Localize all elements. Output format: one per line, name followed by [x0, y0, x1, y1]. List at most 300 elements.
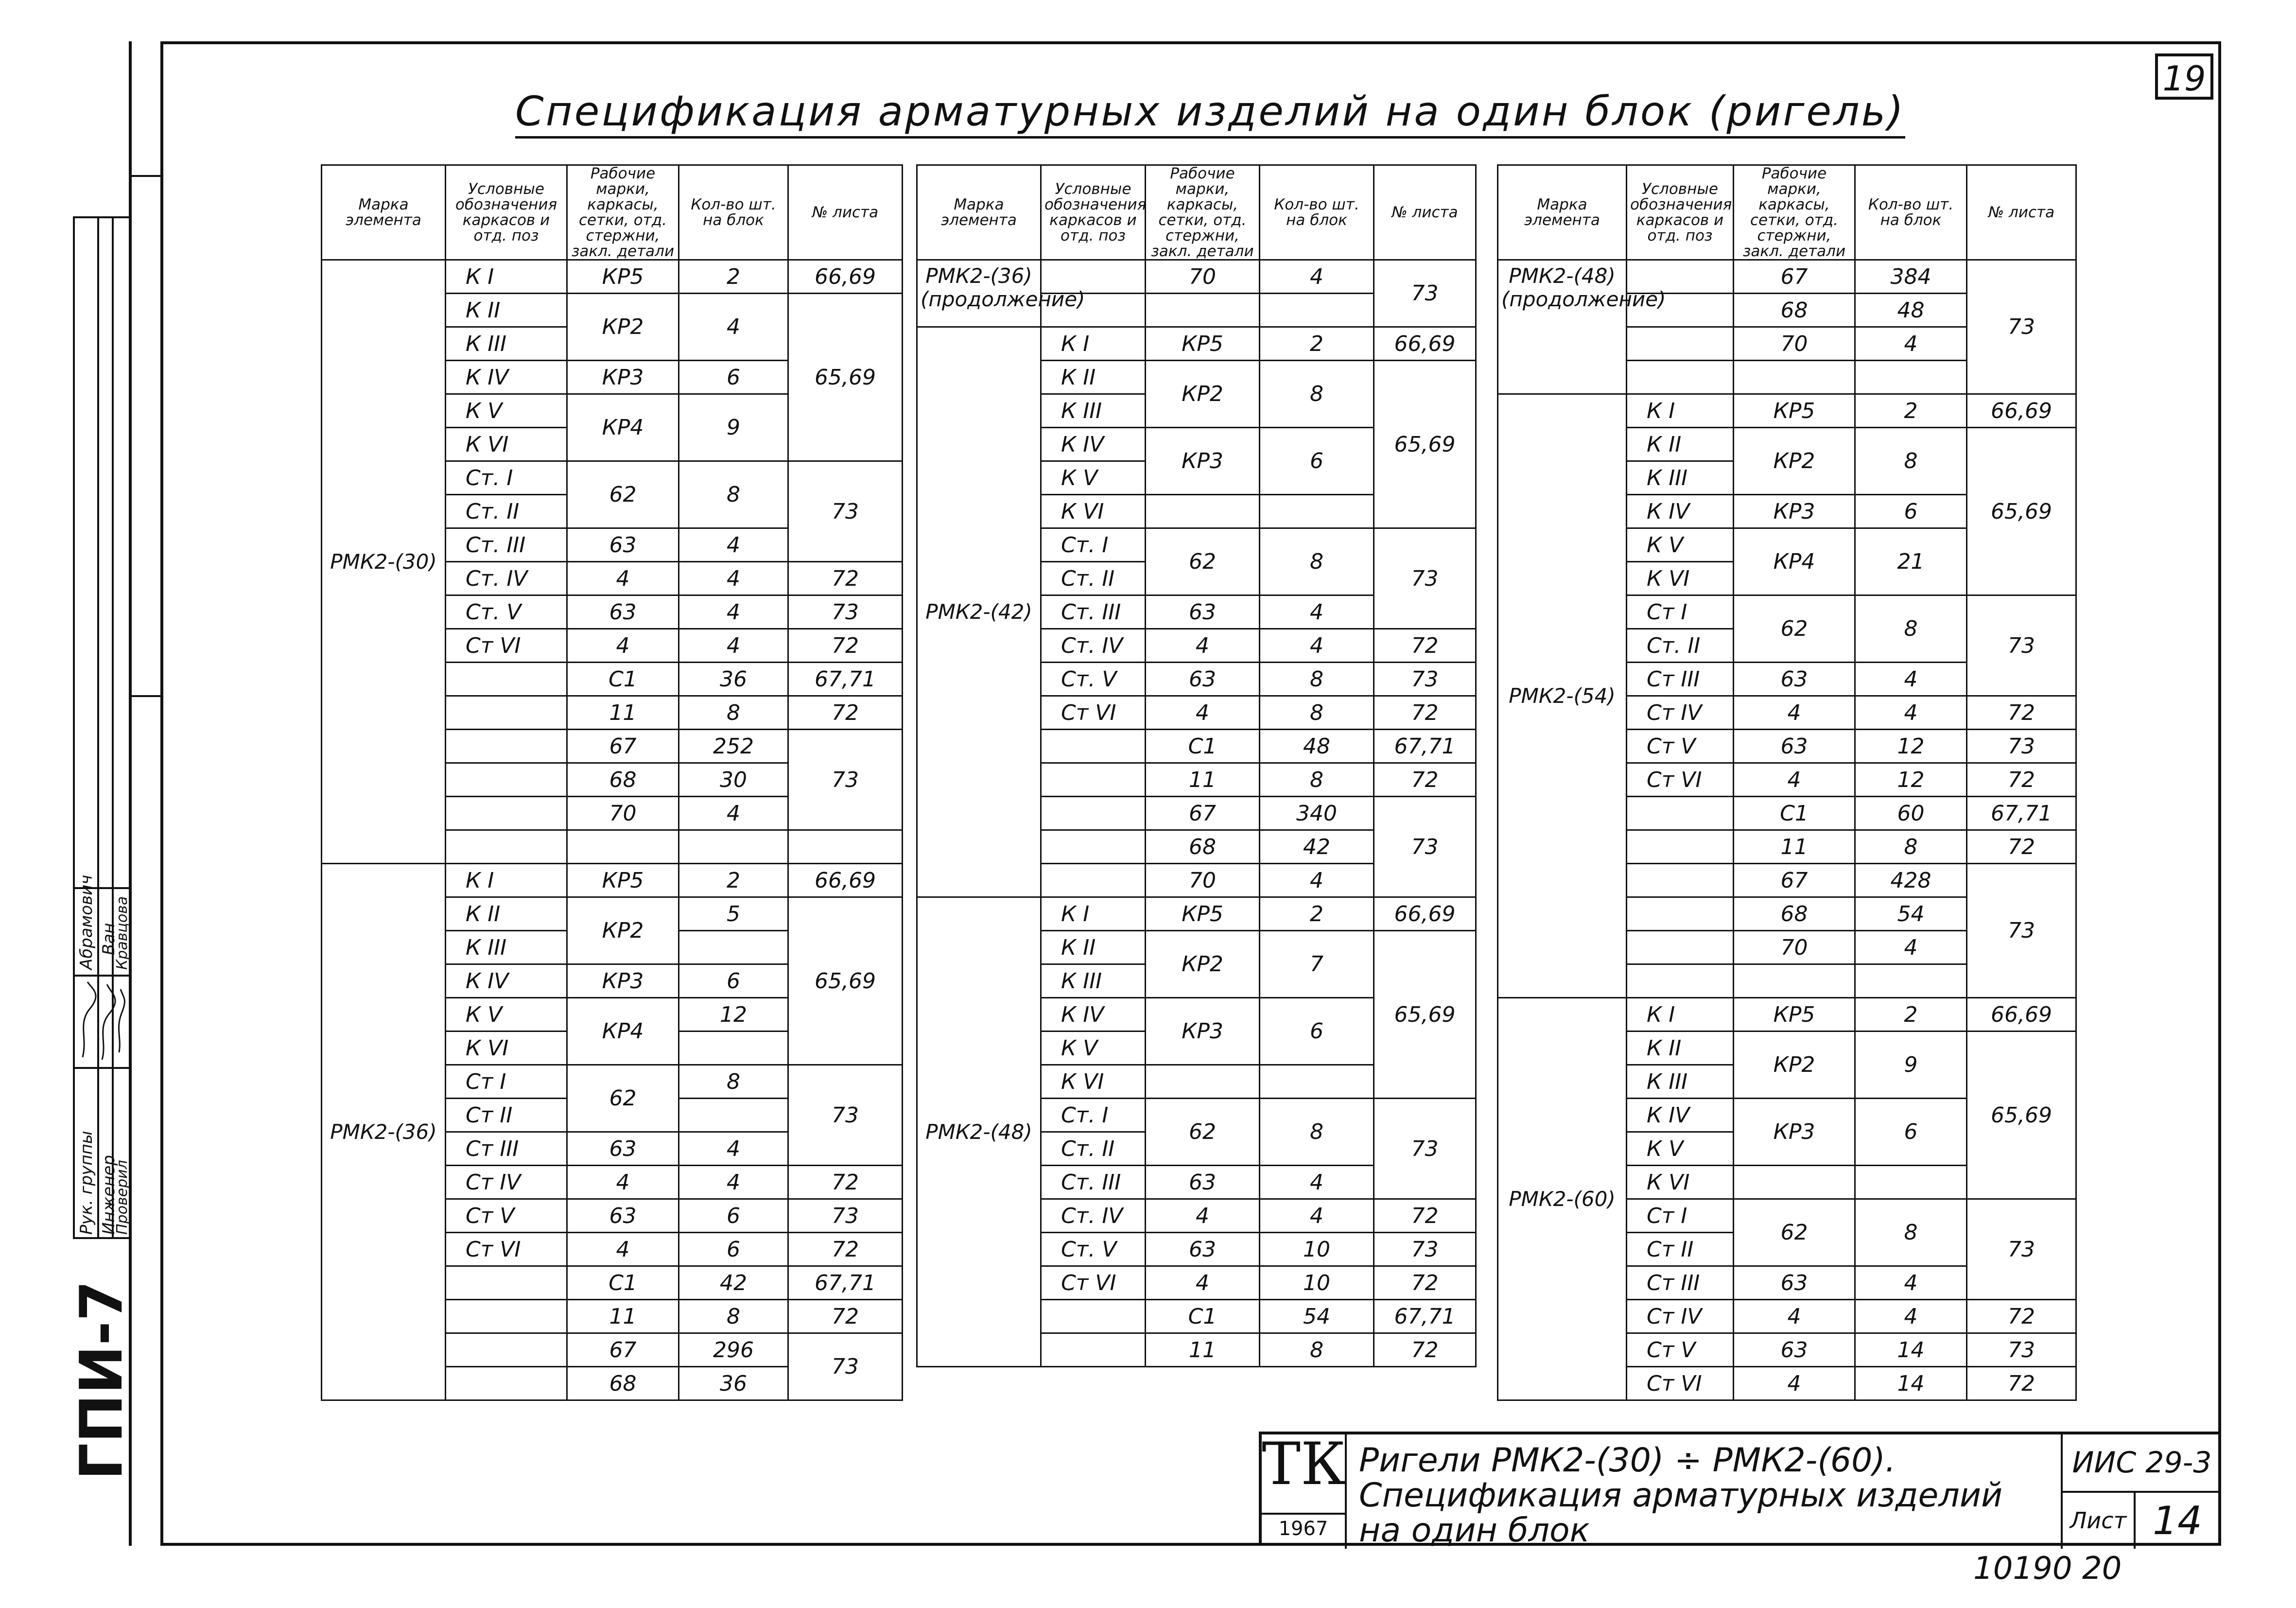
- symbol-cell: К II: [446, 294, 567, 327]
- symbol-cell: Ст IV: [1627, 696, 1734, 730]
- symbol-cell: Ст V: [1627, 1333, 1734, 1367]
- quantity-cell: 4: [1260, 864, 1374, 897]
- symbol-cell: Ст. II: [1041, 562, 1146, 595]
- quantity-cell: 8: [1260, 361, 1374, 428]
- working-mark-cell: 68: [1146, 830, 1260, 864]
- working-mark-cell: 70: [1734, 931, 1855, 964]
- symbol-cell: Ст. V: [1041, 663, 1146, 696]
- symbol-cell: К III: [446, 327, 567, 361]
- sheet-cell: 66,69: [788, 260, 903, 294]
- sheet-cell: 73: [1967, 1199, 2076, 1300]
- quantity-cell: 4: [1260, 260, 1374, 294]
- quantity-cell: 4: [679, 595, 788, 629]
- table-row: [1498, 394, 2076, 428]
- symbol-cell: Ст VI: [446, 1233, 567, 1266]
- working-mark-cell: 11: [567, 696, 679, 730]
- symbol-cell: Ст III: [446, 1132, 567, 1166]
- quantity-cell: 9: [679, 394, 788, 461]
- quantity-cell: [1855, 964, 1967, 998]
- org-block: [1262, 1431, 1347, 1549]
- sheet-cell: 66,69: [1374, 327, 1476, 361]
- sheet-cell: 72: [1374, 1266, 1476, 1300]
- working-mark-cell: КР4: [1734, 528, 1855, 595]
- table-row: [1498, 260, 2076, 294]
- quantity-cell: [1260, 495, 1374, 528]
- symbol-cell: Ст VI: [1041, 696, 1146, 730]
- sheet-cell: 65,69: [788, 294, 903, 461]
- symbol-cell: К III: [446, 931, 567, 964]
- sheet-cell: 72: [1967, 1367, 2076, 1400]
- symbol-cell: Ст. V: [1041, 1233, 1146, 1266]
- symbol-cell: Ст V: [446, 1199, 567, 1233]
- symbol-cell: Ст III: [1627, 1266, 1734, 1300]
- working-mark-cell: 67: [1734, 864, 1855, 897]
- quantity-cell: 4: [1260, 629, 1374, 663]
- symbol-cell: Ст. I: [446, 461, 567, 495]
- quantity-cell: 10: [1260, 1266, 1374, 1300]
- symbol-cell: [446, 1333, 567, 1367]
- working-mark-cell: 4: [1146, 1199, 1260, 1233]
- quantity-cell: 9: [1855, 1031, 1967, 1099]
- header-mark: Марка элемента: [322, 165, 446, 260]
- symbol-cell: К IV: [1627, 495, 1734, 528]
- symbol-cell: К VI: [446, 428, 567, 461]
- quantity-cell: [1855, 361, 1967, 394]
- quantity-cell: 8: [1260, 763, 1374, 797]
- working-mark-cell: КР3: [567, 361, 679, 394]
- series-code: ИИС 29-3: [2063, 1434, 2221, 1493]
- sheet-cell: 72: [788, 629, 903, 663]
- working-mark-cell: 62: [1146, 528, 1260, 595]
- quantity-cell: 4: [679, 294, 788, 361]
- working-mark-cell: КР4: [567, 394, 679, 461]
- symbol-cell: Ст II: [446, 1099, 567, 1132]
- role-2: Инженер: [99, 1155, 119, 1235]
- sheet-cell: 67,71: [788, 663, 903, 696]
- working-mark-cell: КР3: [1146, 428, 1260, 495]
- sheet-cell: 67,71: [1374, 730, 1476, 763]
- working-mark-cell: С1: [567, 1266, 679, 1300]
- working-mark-cell: 67: [1146, 797, 1260, 830]
- symbol-cell: К V: [1041, 1031, 1146, 1065]
- quantity-cell: 4: [679, 1132, 788, 1166]
- sheet-cell: 73: [788, 461, 903, 562]
- quantity-cell: 252: [679, 730, 788, 763]
- sheet-cell: 73: [1967, 864, 2076, 998]
- quantity-cell: 21: [1855, 528, 1967, 595]
- sheet-cell: 73: [1967, 595, 2076, 696]
- quantity-cell: 12: [679, 998, 788, 1031]
- sheet-cell: 72: [1374, 696, 1476, 730]
- working-mark-cell: С1: [1146, 730, 1260, 763]
- header-symbol: Условные обозначения каркасов и отд. поз: [446, 165, 567, 260]
- stamp-sheet-number: 14: [2153, 1498, 2202, 1543]
- sheet-cell: 72: [1967, 763, 2076, 797]
- symbol-cell: К VI: [1627, 562, 1734, 595]
- working-mark-cell: 4: [567, 1233, 679, 1266]
- symbol-cell: Ст I: [446, 1065, 567, 1099]
- working-mark-cell: 68: [1734, 294, 1855, 327]
- working-mark-cell: КР2: [1146, 361, 1260, 428]
- working-mark-cell: 4: [1734, 696, 1855, 730]
- quantity-cell: 5: [679, 897, 788, 931]
- working-mark-cell: КР3: [567, 964, 679, 998]
- working-mark-cell: 68: [567, 763, 679, 797]
- org-logo: ТК: [1262, 1431, 1346, 1498]
- header-sheet: № листа: [1967, 165, 2076, 260]
- working-mark-cell: 63: [1146, 595, 1260, 629]
- symbol-cell: Ст I: [1627, 1199, 1734, 1233]
- sheet-cell: 73: [788, 1199, 903, 1233]
- working-mark-cell: [1734, 1166, 1855, 1199]
- symbol-cell: К III: [1627, 461, 1734, 495]
- working-mark-cell: КР5: [567, 864, 679, 897]
- working-mark-cell: 4: [567, 1166, 679, 1199]
- working-mark-cell: 63: [1146, 1166, 1260, 1199]
- quantity-cell: 6: [679, 1233, 788, 1266]
- spec-table-1: [321, 164, 903, 1401]
- symbol-cell: [1627, 931, 1734, 964]
- symbol-cell: К VI: [1041, 1065, 1146, 1099]
- header-sheet: № листа: [788, 165, 903, 260]
- working-mark-cell: С1: [1146, 1300, 1260, 1333]
- working-mark-cell: 63: [1734, 730, 1855, 763]
- header-qty: Кол-во шт. на блок: [1855, 165, 1967, 260]
- working-mark-cell: 70: [1146, 864, 1260, 897]
- working-mark-cell: 4: [1734, 1367, 1855, 1400]
- symbol-cell: Ст. IV: [1041, 1199, 1146, 1233]
- symbol-cell: К I: [1627, 998, 1734, 1031]
- quantity-cell: 4: [679, 1166, 788, 1199]
- quantity-cell: [1260, 1065, 1374, 1099]
- working-mark-cell: КР2: [1734, 1031, 1855, 1099]
- quantity-cell: 2: [1260, 897, 1374, 931]
- working-mark-cell: 63: [1146, 1233, 1260, 1266]
- symbol-cell: [1627, 864, 1734, 897]
- working-mark-cell: КР5: [1146, 327, 1260, 361]
- symbol-cell: К I: [446, 864, 567, 897]
- quantity-cell: 4: [1855, 663, 1967, 696]
- spec-table-3: [1497, 164, 2077, 1401]
- working-mark-cell: 4: [1146, 1266, 1260, 1300]
- symbol-cell: К V: [1041, 461, 1146, 495]
- quantity-cell: 4: [679, 629, 788, 663]
- sheet-cell: 66,69: [788, 864, 903, 897]
- sheet-cell: [788, 830, 903, 864]
- working-mark-cell: 68: [567, 1367, 679, 1400]
- working-mark-cell: 67: [567, 1333, 679, 1367]
- symbol-cell: Ст III: [1627, 663, 1734, 696]
- series-code-vertical: ГПИ-7: [68, 1280, 136, 1480]
- sheet-cell: 72: [1374, 1199, 1476, 1233]
- sheet-cell: 72: [1374, 763, 1476, 797]
- working-mark-cell: [1146, 294, 1260, 327]
- symbol-cell: [446, 763, 567, 797]
- working-mark-cell: КР3: [1734, 495, 1855, 528]
- sheet-cell: 73: [1374, 797, 1476, 897]
- sheet-cell: 72: [788, 1300, 903, 1333]
- symbol-cell: К IV: [446, 361, 567, 394]
- working-mark-cell: С1: [567, 663, 679, 696]
- working-mark-cell: 4: [567, 562, 679, 595]
- quantity-cell: 8: [679, 1065, 788, 1099]
- sheet-cell: 72: [788, 1166, 903, 1199]
- symbol-cell: Ст VI: [446, 629, 567, 663]
- working-mark-cell: КР4: [567, 998, 679, 1065]
- symbol-cell: К III: [1041, 964, 1146, 998]
- symbol-cell: К II: [1627, 428, 1734, 461]
- element-mark: РМК2-(36) (продолжение): [917, 260, 1041, 327]
- symbol-cell: Ст. IV: [446, 562, 567, 595]
- symbol-cell: [1627, 897, 1734, 931]
- symbol-cell: К II: [446, 897, 567, 931]
- symbol-cell: К V: [1627, 528, 1734, 562]
- working-mark-cell: КР3: [1146, 998, 1260, 1065]
- header-sheet: № листа: [1374, 165, 1476, 260]
- quantity-cell: 428: [1855, 864, 1967, 897]
- sheet-cell: 72: [1967, 1300, 2076, 1333]
- sheet-cell: 73: [788, 730, 903, 830]
- sheet-cell: 72: [788, 696, 903, 730]
- working-mark-cell: 63: [567, 595, 679, 629]
- working-mark-cell: КР2: [567, 897, 679, 964]
- symbol-cell: [446, 830, 567, 864]
- sheet-cell: 73: [788, 1065, 903, 1166]
- role-3: Проверил: [114, 1160, 131, 1235]
- sheet-cell: 65,69: [788, 897, 903, 1065]
- working-mark-cell: [1146, 1065, 1260, 1099]
- table-row: [1498, 998, 2076, 1031]
- quantity-cell: 14: [1855, 1367, 1967, 1400]
- stamp-description: Ригели РМК2-(30) ÷ РМК2-(60). Спецификация арматурных изделий на один блок: [1359, 1441, 2003, 1550]
- quantity-cell: 6: [1855, 495, 1967, 528]
- sheet-cell: 66,69: [1967, 998, 2076, 1031]
- symbol-cell: Ст. I: [1041, 528, 1146, 562]
- element-mark: РМК2-(60): [1498, 998, 1627, 1400]
- symbol-cell: [1627, 797, 1734, 830]
- working-mark-cell: 11: [567, 1300, 679, 1333]
- spec-table-2: [916, 164, 1477, 1367]
- sheet-cell: 67,71: [1967, 797, 2076, 830]
- sheet-cell: 73: [1967, 260, 2076, 394]
- quantity-cell: 8: [1855, 1199, 1967, 1266]
- working-mark-cell: 62: [1146, 1099, 1260, 1166]
- quantity-cell: 4: [1260, 595, 1374, 629]
- header-qty: Кол-во шт. на блок: [679, 165, 788, 260]
- symbol-cell: Ст. V: [446, 595, 567, 629]
- working-mark-cell: [567, 830, 679, 864]
- quantity-cell: 2: [679, 260, 788, 294]
- quantity-cell: 296: [679, 1333, 788, 1367]
- quantity-cell: 4: [1855, 327, 1967, 361]
- symbol-cell: К I: [446, 260, 567, 294]
- sheet-cell: 72: [1967, 830, 2076, 864]
- symbol-cell: Ст IV: [446, 1166, 567, 1199]
- symbol-cell: [446, 1300, 567, 1333]
- quantity-cell: 8: [679, 696, 788, 730]
- symbol-cell: Ст. III: [1041, 595, 1146, 629]
- quantity-cell: 6: [1855, 1099, 1967, 1166]
- quantity-cell: 48: [1855, 294, 1967, 327]
- symbol-cell: К V: [1627, 1132, 1734, 1166]
- quantity-cell: 4: [1855, 696, 1967, 730]
- working-mark-cell: 70: [1146, 260, 1260, 294]
- sheet-cell: 73: [788, 1333, 903, 1400]
- symbol-cell: К IV: [1041, 428, 1146, 461]
- working-mark-cell: 4: [1146, 629, 1260, 663]
- symbol-cell: К III: [1041, 394, 1146, 428]
- header-mark: Марка элемента: [917, 165, 1041, 260]
- symbol-cell: Ст. II: [1041, 1132, 1146, 1166]
- sheet-cell: 73: [1967, 730, 2076, 763]
- symbol-cell: [1041, 1300, 1146, 1333]
- quantity-cell: 8: [1855, 595, 1967, 663]
- working-mark-cell: 11: [1146, 1333, 1260, 1367]
- working-mark-cell: 63: [1734, 1266, 1855, 1300]
- quantity-cell: 8: [1260, 1099, 1374, 1166]
- working-mark-cell: КР5: [1146, 897, 1260, 931]
- working-mark-cell: КР5: [1734, 998, 1855, 1031]
- quantity-cell: [679, 1099, 788, 1132]
- header-symbol: Условные обозначения каркасов и отд. поз: [1041, 165, 1146, 260]
- working-mark-cell: 62: [1734, 595, 1855, 663]
- symbol-cell: [1627, 964, 1734, 998]
- symbol-cell: К IV: [446, 964, 567, 998]
- quantity-cell: 36: [679, 1367, 788, 1400]
- working-mark-cell: 4: [1734, 763, 1855, 797]
- symbol-cell: [446, 730, 567, 763]
- quantity-cell: 4: [679, 797, 788, 830]
- symbol-cell: Ст. II: [446, 495, 567, 528]
- quantity-cell: 7: [1260, 931, 1374, 998]
- page-title: Спецификация арматурных изделий на один блок (ригель): [515, 87, 1905, 139]
- header-working: Рабочие марки, каркасы, сетки, отд. стержни, закл. детали: [1146, 165, 1260, 260]
- role-1: Рук. группы: [77, 1131, 96, 1235]
- working-mark-cell: КР2: [567, 294, 679, 361]
- sheet-cell: 72: [1374, 1333, 1476, 1367]
- symbol-cell: К IV: [1627, 1099, 1734, 1132]
- quantity-cell: 60: [1855, 797, 1967, 830]
- sheet-cell: 73: [788, 595, 903, 629]
- working-mark-cell: 62: [1734, 1199, 1855, 1266]
- quantity-cell: 4: [679, 562, 788, 595]
- quantity-cell: 8: [1260, 663, 1374, 696]
- symbol-cell: [1041, 830, 1146, 864]
- inventory-number: 10190 20: [1973, 1551, 2122, 1587]
- element-mark: РМК2-(30): [322, 260, 446, 864]
- symbol-cell: Ст. I: [1041, 1099, 1146, 1132]
- quantity-cell: 340: [1260, 797, 1374, 830]
- quantity-cell: 54: [1260, 1300, 1374, 1333]
- header-symbol: Условные обозначения каркасов и отд. поз: [1627, 165, 1734, 260]
- working-mark-cell: 4: [1146, 696, 1260, 730]
- symbol-cell: К VI: [1041, 495, 1146, 528]
- sheet-label: Лист: [2063, 1493, 2136, 1549]
- symbol-cell: Ст VI: [1627, 1367, 1734, 1400]
- table-row: [322, 864, 903, 897]
- symbol-cell: [1627, 361, 1734, 394]
- symbol-cell: [446, 663, 567, 696]
- stamp-year: 1967: [1262, 1513, 1345, 1540]
- header-qty: Кол-во шт. на блок: [1260, 165, 1374, 260]
- working-mark-cell: КР5: [1734, 394, 1855, 428]
- symbol-cell: К V: [446, 394, 567, 428]
- working-mark-cell: 63: [567, 1132, 679, 1166]
- element-mark: РМК2-(48): [917, 897, 1041, 1367]
- quantity-cell: 42: [679, 1266, 788, 1300]
- symbol-cell: [1041, 1333, 1146, 1367]
- working-mark-cell: 63: [1146, 663, 1260, 696]
- symbol-cell: К I: [1627, 394, 1734, 428]
- side-strip: [0, 41, 160, 1546]
- element-mark: РМК2-(48) (продолжение): [1498, 260, 1627, 394]
- quantity-cell: 2: [1855, 394, 1967, 428]
- working-mark-cell: 4: [567, 629, 679, 663]
- quantity-cell: 6: [679, 964, 788, 998]
- sheet-cell: 67,71: [1374, 1300, 1476, 1333]
- quantity-cell: 4: [679, 528, 788, 562]
- sheet-cell: 73: [1967, 1333, 2076, 1367]
- quantity-cell: 8: [679, 461, 788, 528]
- symbol-cell: Ст V: [1627, 730, 1734, 763]
- quantity-cell: 6: [1260, 428, 1374, 495]
- symbol-cell: [1041, 763, 1146, 797]
- symbol-cell: Ст I: [1627, 595, 1734, 629]
- header-mark: Марка элемента: [1498, 165, 1627, 260]
- symbol-cell: К II: [1627, 1031, 1734, 1065]
- sheet-cell: 73: [1374, 1233, 1476, 1266]
- quantity-cell: 30: [679, 763, 788, 797]
- working-mark-cell: 63: [1734, 1333, 1855, 1367]
- quantity-cell: 4: [1855, 931, 1967, 964]
- quantity-cell: 42: [1260, 830, 1374, 864]
- quantity-cell: 8: [1260, 696, 1374, 730]
- element-mark: РМК2-(36): [322, 864, 446, 1400]
- sheet-cell: 65,69: [1374, 931, 1476, 1099]
- working-mark-cell: КР3: [1734, 1099, 1855, 1166]
- symbol-cell: К II: [1041, 361, 1146, 394]
- quantity-cell: 8: [1260, 1333, 1374, 1367]
- symbol-cell: Ст II: [1627, 1233, 1734, 1266]
- symbol-cell: К I: [1041, 327, 1146, 361]
- symbol-cell: К III: [1627, 1065, 1734, 1099]
- sheet-cell: 65,69: [1967, 428, 2076, 595]
- header-working: Рабочие марки, каркасы, сетки, отд. стержни, закл. детали: [567, 165, 679, 260]
- sheet-cell: 72: [1967, 696, 2076, 730]
- quantity-cell: 8: [1855, 830, 1967, 864]
- quantity-cell: 8: [1260, 528, 1374, 595]
- symbol-cell: К IV: [1041, 998, 1146, 1031]
- table-row: [917, 260, 1476, 294]
- sheet-cell: 72: [788, 562, 903, 595]
- symbol-cell: Ст VI: [1041, 1266, 1146, 1300]
- quantity-cell: 48: [1260, 730, 1374, 763]
- quantity-cell: 2: [679, 864, 788, 897]
- symbol-cell: [1041, 864, 1146, 897]
- sheet-cell: 66,69: [1967, 394, 2076, 428]
- sheet-cell: 65,69: [1374, 361, 1476, 528]
- symbol-cell: [446, 696, 567, 730]
- symbol-cell: К VI: [1627, 1166, 1734, 1199]
- quantity-cell: 4: [1855, 1300, 1967, 1333]
- quantity-cell: 6: [679, 1199, 788, 1233]
- table-row: [917, 897, 1476, 931]
- working-mark-cell: 4: [1734, 1300, 1855, 1333]
- sheet-cell: 73: [1374, 1099, 1476, 1199]
- sheet-cell: 73: [1374, 260, 1476, 327]
- symbol-cell: [446, 1367, 567, 1400]
- quantity-cell: [1855, 1166, 1967, 1199]
